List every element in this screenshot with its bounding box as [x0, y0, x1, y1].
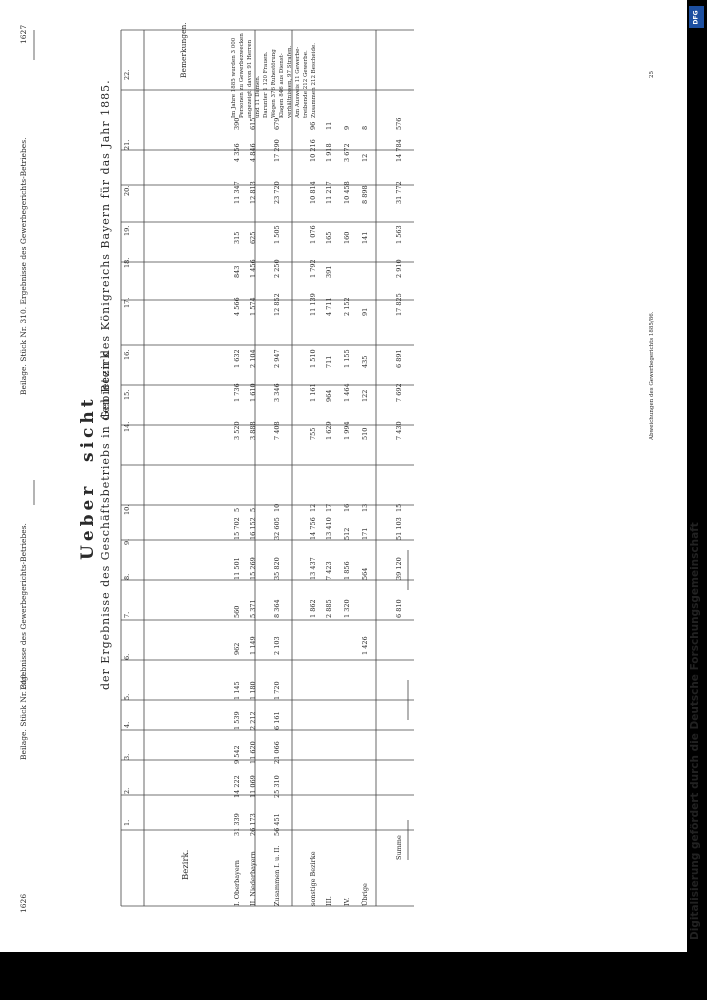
table-cell: 7 423 — [325, 561, 333, 580]
remark-line: und 11 Damen. — [255, 75, 261, 118]
table-cell: 1 862 — [309, 599, 317, 618]
table-cell: 10 814 — [309, 181, 317, 204]
dfg-logo — [689, 6, 704, 28]
remark-line: Zusammen 212 Bescheide. — [311, 43, 317, 118]
table-cell: 1 629 — [325, 421, 333, 440]
total-cell: 31 772 — [395, 181, 403, 204]
total-cell: 6 810 — [395, 599, 403, 618]
table-cell: 12 852 — [273, 293, 281, 316]
col-number: 15. — [123, 389, 131, 400]
table-cell: 1 456 — [249, 259, 257, 278]
table-cell: 12 — [309, 503, 317, 512]
footer-page-small: 25 — [649, 71, 655, 78]
table-cell: 435 — [361, 355, 369, 368]
table-cell: 315 — [233, 231, 241, 244]
table-cell: 1 510 — [309, 349, 317, 368]
table-cell: 2 212 — [249, 711, 257, 730]
table-cell: 17 290 — [273, 139, 281, 162]
table-cell: 11 347 — [233, 181, 241, 204]
table-cell: 10 216 — [309, 139, 317, 162]
table-cell: 1 856 — [343, 561, 351, 580]
remark-line: Wegen 376 Ruhestörung — [271, 49, 277, 118]
table-cell: 8 364 — [273, 599, 281, 618]
table-cell: 3 888 — [249, 421, 257, 440]
col-number: 9. — [123, 538, 131, 545]
table-cell: 11 217 — [325, 181, 333, 204]
row-label: II. Niederbayern — [249, 851, 257, 906]
table-cell: 171 — [361, 527, 369, 540]
table-cell: 1 505 — [273, 225, 281, 244]
table-cell: 122 — [361, 389, 369, 402]
table-cell: 1 426 — [361, 636, 369, 655]
table-cell: 679 — [273, 117, 281, 130]
table-cell: 14 222 — [233, 775, 241, 798]
table-cell: 964 — [325, 389, 333, 402]
column-header-bezirk: Bezirk. — [181, 849, 191, 880]
table-cell: 843 — [233, 265, 241, 278]
table-cell: 32 605 — [273, 517, 281, 540]
table-cell: 11 620 — [249, 741, 257, 764]
digitization-credit: Digitalisierung gefördert durch die Deutsche Forschungsgemeinschaft — [689, 522, 701, 940]
table-cell: 1 720 — [273, 681, 281, 700]
total-cell: 2 910 — [395, 259, 403, 278]
remark-line: Klagen 846 aus Dienst- — [279, 53, 285, 118]
table-cell: 1 464 — [343, 383, 351, 402]
footer-note: Abweichungen des Gewerbegerichts 1885/86. — [649, 311, 655, 440]
total-cell: 7 692 — [395, 383, 403, 402]
table-cell: 564 — [361, 567, 369, 580]
total-cell: 6 891 — [395, 349, 403, 368]
table-cell: 1 918 — [325, 143, 333, 162]
col-number: 6. — [123, 653, 131, 660]
table-cell: 3 520 — [233, 421, 241, 440]
table-cell: 1 574 — [249, 297, 257, 316]
table-cell: 11 069 — [249, 775, 257, 798]
table-cell: 2 103 — [273, 636, 281, 655]
table-cell: 15 702 — [233, 517, 241, 540]
total-cell: 1 563 — [395, 225, 403, 244]
table-cell: 13 — [361, 503, 369, 512]
table-cell: 13 437 — [309, 557, 317, 580]
total-label: Summe — [395, 835, 403, 860]
table-cell: 141 — [361, 231, 369, 244]
col-number: 3. — [123, 753, 131, 760]
scan-border-bottom — [0, 952, 707, 1000]
table-cell: 8 — [361, 125, 369, 130]
left-running-header: Beilage. Stück Nr. 310. — [19, 671, 28, 760]
col-number: 5. — [123, 693, 131, 700]
col-number: 21. — [123, 139, 131, 150]
table-cell: 23 720 — [273, 181, 281, 204]
remark-line: verhältnissen, 97 Strafen. — [287, 45, 293, 118]
table-cell: 1 632 — [233, 349, 241, 368]
table-cell: 6 161 — [273, 711, 281, 730]
right-running-header: Beilage. Stück Nr. 310. Ergebnisse des Gewerbegerichts-Betriebes. — [19, 137, 28, 395]
table-cell: 91 — [361, 307, 369, 316]
remark-line: Im Jahre 1885 wurden 3 000 — [231, 37, 237, 118]
table-cell: 3 346 — [273, 383, 281, 402]
table-cell: 1 161 — [309, 383, 317, 402]
table-cell: 4 711 — [325, 297, 333, 316]
table-cell: 16 152 — [249, 517, 257, 540]
dfg-logo-text: DFG — [692, 9, 700, 25]
table-cell: 391 — [325, 265, 333, 278]
total-cell: 576 — [395, 117, 403, 130]
table-cell: 165 — [325, 231, 333, 244]
row-label: III. — [325, 896, 333, 906]
table-cell: 15 269 — [249, 557, 257, 580]
table-cell: 31 339 — [233, 813, 241, 836]
table-cell: 615 — [249, 117, 257, 130]
table-cell: 711 — [325, 355, 333, 368]
table-cell: 12 813 — [249, 181, 257, 204]
subtitle-1: der Ergebnisse des Geschäftsbetriebs in den Bezirk — [99, 350, 112, 690]
table-cell: 2 104 — [249, 349, 257, 368]
subtitle-2: Gebieten des Königreichs Bayern für das Jahr 1885. — [99, 79, 112, 420]
table-cell: 1 320 — [343, 599, 351, 618]
table-cell: 11 139 — [309, 293, 317, 316]
table-cell: 25 310 — [273, 775, 281, 798]
table-cell: 7 408 — [273, 421, 281, 440]
total-cell: 7 430 — [395, 421, 403, 440]
remarks-header: Bemerkungen. — [179, 22, 188, 78]
table-cell: 12 — [361, 153, 369, 162]
table-cell: 5 — [249, 507, 257, 512]
col-number: 14. — [123, 421, 131, 432]
row-label: I. Oberbayern — [233, 860, 241, 906]
col-number: 2. — [123, 787, 131, 794]
col-number: 8. — [123, 573, 131, 580]
table-cell: 2 250 — [273, 259, 281, 278]
table-cell: 2 152 — [343, 297, 351, 316]
table-cell: 5 — [233, 507, 241, 512]
col-number: 17. — [123, 297, 131, 308]
table-rules — [121, 30, 414, 906]
table-cell: 11 501 — [233, 557, 241, 580]
table-cell: 14 756 — [309, 517, 317, 540]
table-cell: 56 451 — [273, 813, 281, 836]
col-number: 16. — [123, 349, 131, 360]
table-cell: 560 — [233, 605, 241, 618]
table-cell: 1 994 — [343, 421, 351, 440]
table-cell: 4 356 — [233, 143, 241, 162]
table-cell: 1 610 — [249, 383, 257, 402]
table-cell: 5 371 — [249, 599, 257, 618]
table-cell: 16 — [343, 503, 351, 512]
table-cell: 512 — [343, 527, 351, 540]
table-cell: 390 — [233, 117, 241, 130]
table-cell: 4 846 — [249, 143, 257, 162]
total-cell: 17 825 — [395, 293, 403, 316]
table-cell: 8 898 — [361, 185, 369, 204]
table-cell: 1 149 — [249, 636, 257, 655]
table-cell: 1 155 — [343, 349, 351, 368]
remark-line: Personen zu Gewerbezwecken — [239, 33, 245, 118]
table-cell: 10 458 — [343, 181, 351, 204]
col-number: 7. — [123, 611, 131, 618]
col-number: 4. — [123, 721, 131, 728]
table-cell: 1 792 — [309, 259, 317, 278]
table-cell: 1 180 — [249, 681, 257, 700]
row-label: sonstige Bezirke — [309, 851, 317, 906]
total-cell: 14 784 — [395, 139, 403, 162]
total-cell: 51 103 — [395, 517, 403, 540]
table-cell: 1 076 — [309, 225, 317, 244]
col-number: 19. — [123, 225, 131, 236]
col-number: 10. — [123, 504, 131, 515]
table-cell: 9 — [343, 125, 351, 130]
table-cell: 2 947 — [273, 349, 281, 368]
col-number: 22. — [123, 69, 131, 80]
right-page-number: 1627 — [19, 24, 28, 44]
table-cell: 10 — [273, 503, 281, 512]
remark-line: treibende 212 Gewerbe. — [303, 50, 309, 118]
table-cell: 3 672 — [343, 143, 351, 162]
col-number: 20. — [123, 185, 131, 196]
table-cell: 1 145 — [233, 681, 241, 700]
table-cell: 625 — [249, 231, 257, 244]
row-label: IV. — [343, 897, 351, 906]
table-cell: 13 410 — [325, 517, 333, 540]
table-cell: 1 539 — [233, 711, 241, 730]
col-number: 1. — [123, 819, 131, 826]
table-cell: 1 736 — [233, 383, 241, 402]
col-number: 18. — [123, 257, 131, 268]
left-running-header-tail: Ergebnisse des Gewerbegerichts-Betriebes. — [19, 523, 28, 690]
table-cell: 35 820 — [273, 557, 281, 580]
table-cell: 17 — [325, 503, 333, 512]
left-page-number: 1626 — [19, 893, 28, 913]
table-cell: 21 066 — [273, 741, 281, 764]
row-label: Übrige — [361, 883, 369, 906]
table-cell: 26 173 — [249, 813, 257, 836]
table-cell: 11 — [325, 121, 333, 130]
total-cell: 15 — [395, 503, 403, 512]
remark-line: angezeigt; davon 91 Herren — [247, 39, 253, 118]
total-cell: 39 120 — [395, 557, 403, 580]
remark-line: Darunter 1 120 Frauen. — [263, 51, 269, 118]
row-label: Zusammen I. u. II. — [273, 845, 281, 906]
table-cell: 9 542 — [233, 745, 241, 764]
table-cell: 96 — [309, 121, 317, 130]
title-word-2: sicht — [78, 395, 98, 462]
table-cell: 510 — [361, 427, 369, 440]
table-cell: 962 — [233, 642, 241, 655]
table-cell: 4 566 — [233, 297, 241, 316]
table-cell: 2 885 — [325, 599, 333, 618]
table-cell: 160 — [343, 231, 351, 244]
title-word-1: Ueber — [78, 482, 98, 560]
remark-line: Am Ausweis 11 Gewerbe- — [295, 46, 301, 118]
table-cell: 755 — [309, 427, 317, 440]
